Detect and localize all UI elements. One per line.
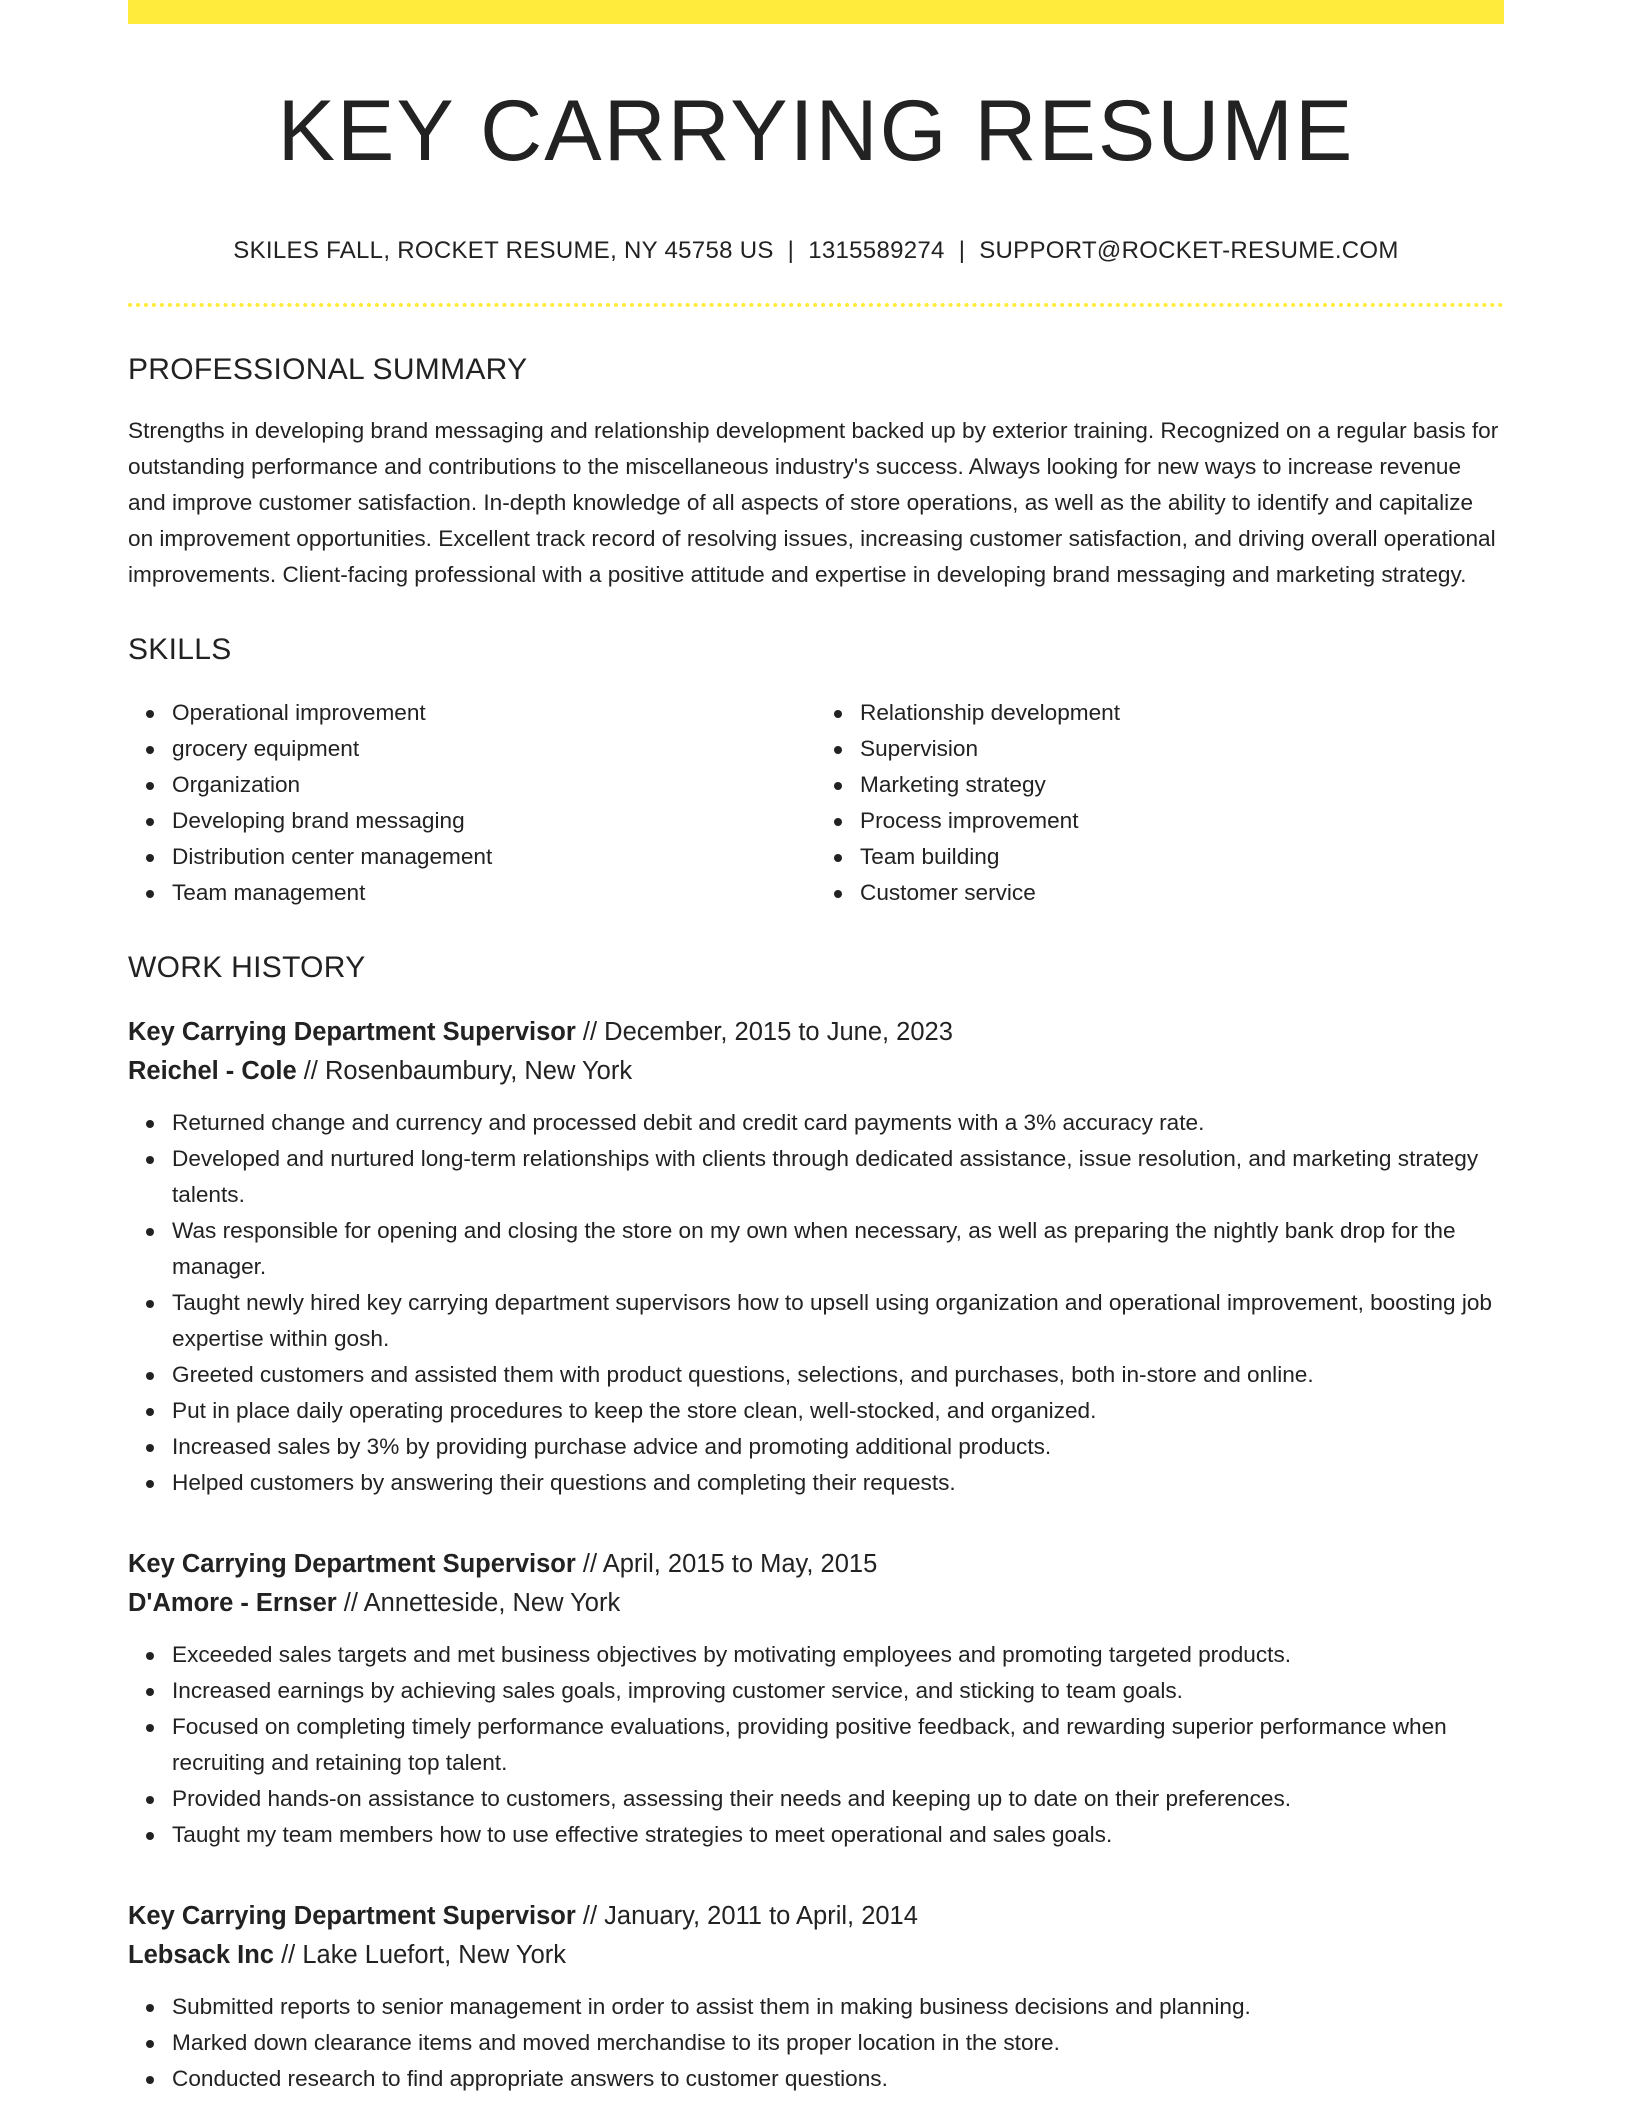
skill-item: Team building xyxy=(860,839,1504,875)
section-heading: SKILLS xyxy=(128,632,232,666)
job-bullet: Conducted research to find appropriate answers to customer questions. xyxy=(172,2061,1504,2097)
job-bullet: Returned change and currency and processed debit and credit card payments with a 3% accuracy rate. xyxy=(172,1105,1504,1141)
job-bullets xyxy=(128,1989,1504,2097)
job-bullet: Was responsible for opening and closing the store on my own when necessary, as well as preparing the nightly bank drop for the manager. xyxy=(172,1213,1504,1285)
job-entry xyxy=(128,1013,1504,1501)
job-bullet: Taught newly hired key carrying department supervisors how to upsell using organization and operational improvement, boosting job expertise within gosh. xyxy=(172,1285,1504,1357)
contact-phone: 1315589274 xyxy=(808,236,945,264)
job-title-line xyxy=(128,1897,1504,1936)
contact-separator: | xyxy=(958,236,966,264)
skill-item: grocery equipment xyxy=(172,731,816,767)
contact-line xyxy=(128,237,1504,265)
skill-item: Marketing strategy xyxy=(860,767,1504,803)
job-bullets xyxy=(128,1105,1504,1501)
job-bullet: Helped customers by answering their questions and completing their requests. xyxy=(172,1465,1504,1501)
job-location: // Rosenbaumbury, New York xyxy=(296,1056,633,1085)
job-company-line xyxy=(128,1936,1504,1975)
job-bullet: Increased earnings by achieving sales goals, improving customer service, and sticking to team goals. xyxy=(172,1673,1504,1709)
job-company-line xyxy=(128,1052,1504,1091)
skill-item: Relationship development xyxy=(860,695,1504,731)
skills-section xyxy=(128,633,1504,911)
job-company: D'Amore - Ernser xyxy=(128,1588,337,1617)
skill-item: Distribution center management xyxy=(172,839,816,875)
contact-separator: | xyxy=(787,236,795,264)
job-bullet: Provided hands-on assistance to customers, assessing their needs and keeping up to date on their preferences. xyxy=(172,1781,1504,1817)
job-entry xyxy=(128,1897,1504,2097)
skill-item: Team management xyxy=(172,875,816,911)
job-role: Key Carrying Department Supervisor xyxy=(128,1017,576,1046)
dotted-divider xyxy=(128,303,1504,307)
job-bullet: Exceeded sales targets and met business objectives by motivating employees and promoting targeted products. xyxy=(172,1637,1504,1673)
resume-title: KEY CARRYING RESUME xyxy=(277,83,1355,179)
contact-address: SKILES FALL, ROCKET RESUME, NY 45758 US xyxy=(233,236,774,264)
job-company-line xyxy=(128,1584,1504,1623)
job-location: // Annetteside, New York xyxy=(336,1588,621,1617)
job-bullet: Increased sales by 3% by providing purchase advice and promoting additional products. xyxy=(172,1429,1504,1465)
job-bullet: Put in place daily operating procedures to keep the store clean, well-stocked, and organized. xyxy=(172,1393,1504,1429)
job-bullets xyxy=(128,1637,1504,1853)
skills-column-left xyxy=(128,695,816,911)
skill-item: Process improvement xyxy=(860,803,1504,839)
skill-item: Customer service xyxy=(860,875,1504,911)
skill-item: Operational improvement xyxy=(172,695,816,731)
skill-item: Organization xyxy=(172,767,816,803)
job-role: Key Carrying Department Supervisor xyxy=(128,1901,576,1930)
job-dates: // April, 2015 to May, 2015 xyxy=(575,1549,878,1578)
resume-page xyxy=(128,0,1504,2097)
job-bullet: Greeted customers and assisted them with product questions, selections, and purchases, both in-store and online. xyxy=(172,1357,1504,1393)
job-dates: // January, 2011 to April, 2014 xyxy=(575,1901,918,1930)
job-title-line xyxy=(128,1013,1504,1052)
job-title-line xyxy=(128,1545,1504,1584)
job-company: Lebsack Inc xyxy=(128,1940,274,1969)
accent-bar xyxy=(128,0,1504,24)
job-entry xyxy=(128,1545,1504,1853)
job-bullet: Submitted reports to senior management in order to assist them in making business decisions and planning. xyxy=(172,1989,1504,2025)
job-bullet: Developed and nurtured long-term relationships with clients through dedicated assistance, issue resolution, and marketing strategy talents. xyxy=(172,1141,1504,1213)
section-heading: PROFESSIONAL SUMMARY xyxy=(128,352,528,386)
work-history-section xyxy=(128,951,1504,2097)
job-role: Key Carrying Department Supervisor xyxy=(128,1549,576,1578)
job-bullet: Taught my team members how to use effective strategies to meet operational and sales goals. xyxy=(172,1817,1504,1853)
summary-section xyxy=(128,353,1504,593)
job-bullet: Focused on completing timely performance evaluations, providing positive feedback, and rewarding superior performance when recruiting and retaining top talent. xyxy=(172,1709,1504,1781)
skills-column-right xyxy=(816,695,1504,911)
skill-item: Developing brand messaging xyxy=(172,803,816,839)
job-location: // Lake Luefort, New York xyxy=(274,1940,567,1969)
job-bullet: Marked down clearance items and moved merchandise to its proper location in the store. xyxy=(172,2025,1504,2061)
skills-grid xyxy=(128,695,1504,911)
section-heading: WORK HISTORY xyxy=(128,950,366,984)
contact-email: SUPPORT@ROCKET-RESUME.COM xyxy=(979,236,1399,264)
summary-text: Strengths in developing brand messaging and relationship development backed up by exterior training. Recognized on a regular basis for outstanding performance and contributions to the miscellaneous industry's success. Always looking for new ways to increase revenue and improve customer satisfaction. In-depth knowledge of all aspects of store operations, as well as the ability to identify and capitalize on improvement opportunities. Excellent track record of resolving issues, increasing customer satisfaction, and driving overall operational improvements. Client-facing professional with a positive attitude and expertise in developing brand messaging and marketing strategy. xyxy=(128,417,1499,587)
job-dates: // December, 2015 to June, 2023 xyxy=(575,1017,953,1046)
skill-item: Supervision xyxy=(860,731,1504,767)
job-company: Reichel - Cole xyxy=(128,1056,297,1085)
